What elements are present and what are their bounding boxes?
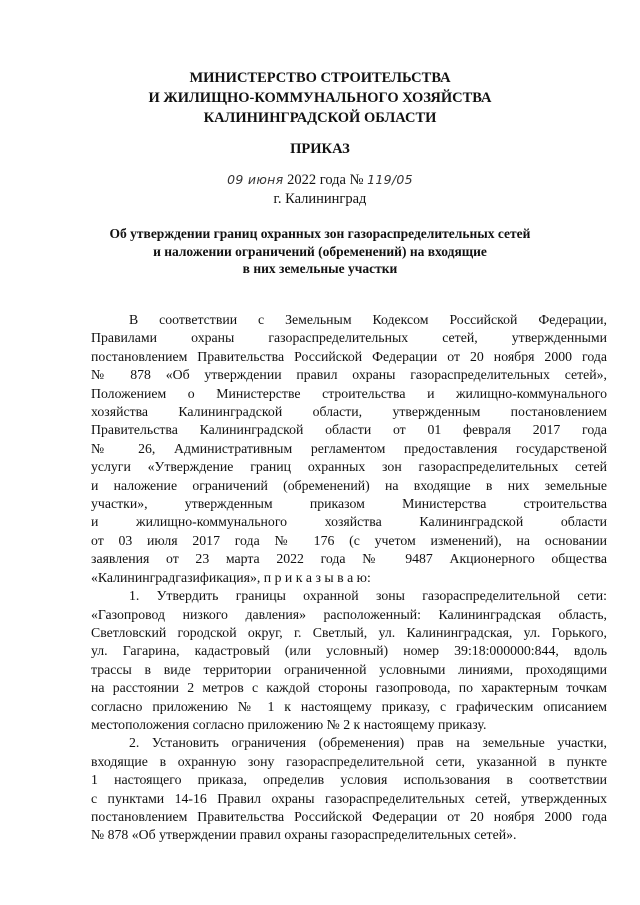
body-line: 1. Утвердить границы охранной зоны газораспределительной сети:	[129, 588, 607, 604]
body-line: постановлением Правительства Российской Федерации от 20 ноября 2000 года	[91, 348, 607, 364]
title-line: и наложении ограничений (обременений) на входящие	[153, 243, 487, 259]
body-line: услуги «Утверждение границ охранных зон газораспределительных сетей	[91, 459, 607, 475]
body-line: Положением о Министерстве строительства и жилищно-коммунального	[91, 385, 607, 401]
city-line: г. Калининград	[273, 191, 367, 207]
org-line: И ЖИЛИЩНО-КОММУНАЛЬНОГО ХОЗЯЙСТВА	[148, 90, 492, 106]
title-line: в них земельные участки	[242, 261, 398, 276]
order-body	[91, 311, 607, 845]
org-line: МИНИСТЕРСТВО СТРОИТЕЛЬСТВА	[189, 70, 451, 86]
body-line: согласно приложению № 1 к настоящему приказу, с графическим описанием	[91, 698, 607, 714]
body-line: В соответствии с Земельным Кодексом Российской Федерации,	[129, 312, 607, 327]
body-line: Правительства Калининградской области от 01 февраля 2017 года	[91, 422, 607, 438]
body-line: входящие в охранную зону газораспределительной сети, указанной в пункте	[91, 753, 607, 769]
year-number-label: 2022 года №	[287, 172, 364, 188]
body-line: № 26, Административным регламентом предоставления государственой	[91, 440, 607, 456]
organization-header	[0, 68, 640, 128]
body-line: от 03 июля 2017 года № 176 (с учетом изменений), на основании	[91, 532, 607, 548]
title-line: Об утверждении границ охранных зон газораспределительных сетей	[109, 226, 531, 241]
body-line: и наложение ограничений (обременений) на входящие в них земельные	[91, 477, 607, 493]
handwritten-date: 09 июня	[227, 172, 284, 187]
body-line: 1 настоящего приказа, определив условия использования в соответствии	[91, 772, 607, 788]
body-line: № 878 «Об утверждении правил охраны газораспределительных сетей».	[91, 827, 517, 843]
body-line: «Калининградгазификация», п р и к а з ы в а ю:	[91, 569, 371, 585]
body-line: местоположения согласно приложению № 2 к настоящему приказу.	[91, 716, 487, 732]
order-date-number	[0, 170, 640, 190]
body-line: с пунктами 14-16 Правил охраны газораспределительных сетей, утвержденных	[91, 790, 607, 806]
body-line: постановлением Правительства Российской Федерации от 20 ноября 2000 года	[91, 808, 607, 824]
org-line: КАЛИНИНГРАДСКОЙ ОБЛАСТИ	[203, 110, 437, 126]
body-line: «Газопровод низкого давления» расположенный: Калининградская область,	[91, 606, 607, 622]
body-line: трассы в виде территории ограниченной условными линиями, проходящими	[91, 661, 607, 677]
body-line: ул. Гагарина, кадастровый (или условный) номер 39:18:000000:844, вдоль	[91, 643, 607, 659]
order-title	[0, 225, 640, 278]
body-line: Правилами охраны газораспределительных сетей, утвержденными	[91, 330, 607, 346]
body-line: хозяйства Калининградской области, утвержденным постановлением	[91, 404, 607, 420]
body-line: 2. Установить ограничения (обременения) прав на земельные участки,	[129, 735, 607, 751]
body-line: на расстоянии 2 метров с каждой стороны газопровода, по характерным точкам	[91, 680, 607, 696]
body-line: заявления от 23 марта 2022 года № 9487 Акционерного общества	[91, 551, 607, 567]
body-line: участки», утвержденным приказом Министерства строительства	[91, 496, 607, 512]
body-line: и жилищно-коммунального хозяйства Калининградской области	[91, 514, 607, 530]
body-line: № 878 «Об утверждении правил охраны газораспределительных сетей»,	[91, 367, 607, 383]
handwritten-number: 119/05	[367, 172, 413, 187]
body-line: Светловский городской округ, г. Светлый, ул. Калининградская, ул. Горького,	[91, 624, 607, 640]
document-type: ПРИКАЗ	[290, 141, 350, 157]
